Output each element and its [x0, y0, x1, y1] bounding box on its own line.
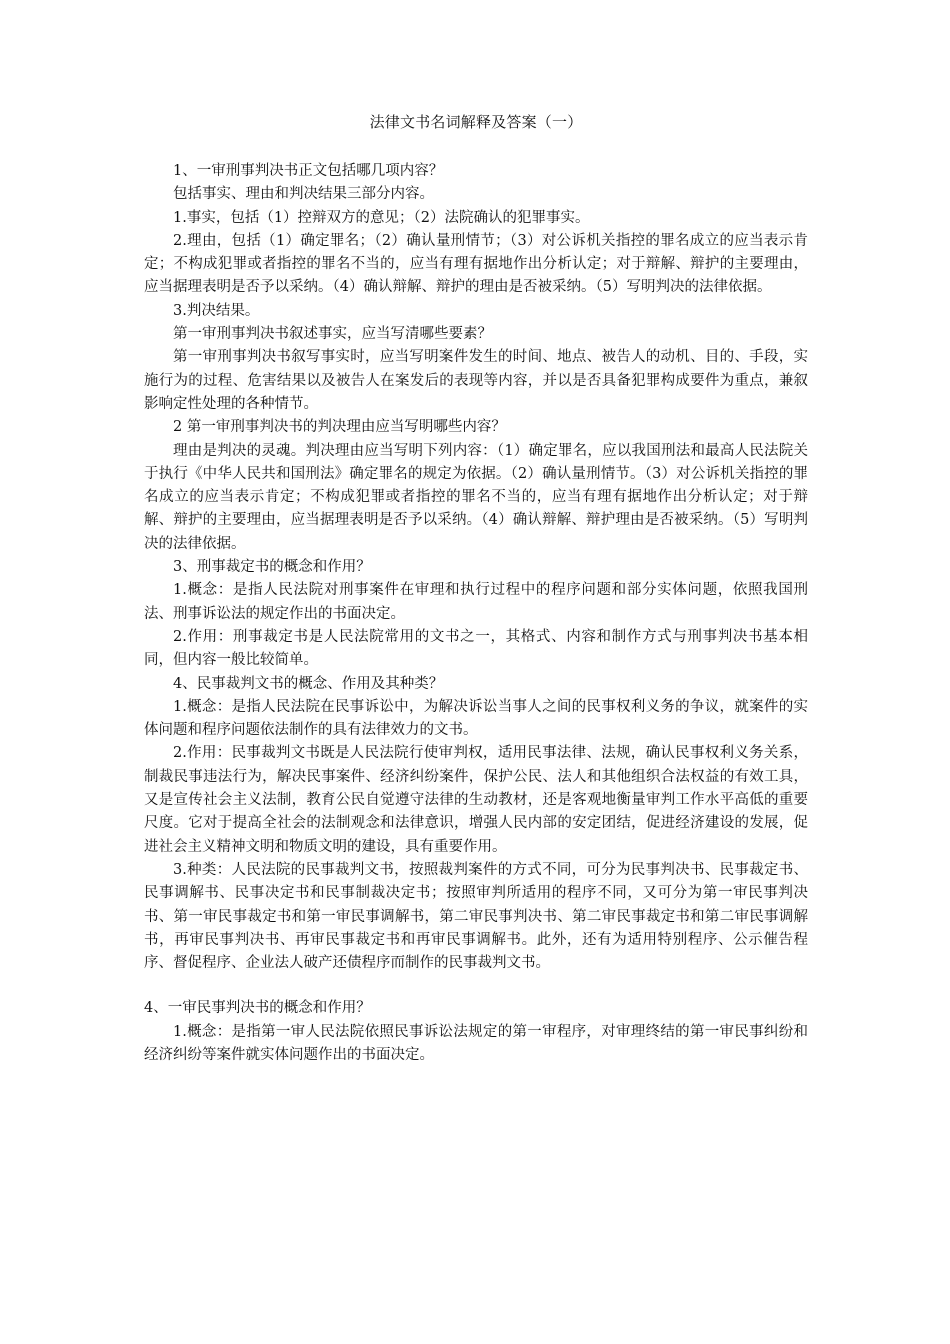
answer-paragraph: 2.作用：民事裁判文书既是人民法院行使审判权，适用民事法律、法规，确认民事权利义务关系，制裁民事违法行为，解决民事案件、经济纠纷案件，保护公民、法人和其他组织合法权益的有效工具，又是宣传社会主义法制，教育公民自觉遵守法律的生动教材，还是客观地衡量审判工作水平高低的重要尺度。它对于提高全社会的法制观念和法律意识，增强人民内部的安定团结，促进经济建设的发展，促进社会主义精神文明和物质文明的建设，具有重要作用。	[144, 745, 808, 855]
answer-paragraph: 1.概念：是指第一审人民法院依照民事诉讼法规定的第一审程序，对审理终结的第一审民事纠纷和经济纠纷等案件就实体问题作出的书面决定。	[144, 1023, 808, 1063]
answer-paragraph: 3.种类：人民法院的民事裁判文书，按照裁判案件的方式不同，可分为民事判决书、民事裁定书、民事调解书、民事决定书和民事制裁决定书；按照审判所适用的程序不同，又可分为第一审民事判决书、第一审民事裁定书和第一审民事调解书，第二审民事判决书、第二审民事裁定书和第二审民事调解书，再审民事判决书、再审民事裁定书和再审民事调解书。此外，还有为适用特别程序、公示催告程序、督促程序、企业法人破产还债程序而制作的民事裁判文书。	[144, 861, 808, 972]
question-4b: 4、一审民事判决书的概念和作用？	[144, 1000, 371, 1017]
question-facts: 第一审刑事判决书叙述事实，应当写清哪些要素？	[173, 326, 492, 343]
question-1: 1、一审刑事判决书正文包括哪几项内容？	[173, 163, 444, 179]
answer-paragraph: 2.理由，包括（1）确定罪名；（2）确认量刑情节；（3）对公诉机关指控的罪名成立的应当表示肯定；不构成犯罪或者指控的罪名不当的，应当有理有据地作出分析认定；对于辩解、辩护的主要理由，应当据理表明是否予以采纳。（4）确认辩解、辩护的理由是否被采纳。（5）写明判决的法律依据。	[144, 232, 808, 296]
answer-paragraph: 理由是判决的灵魂。判决理由应当写明下列内容：（1）确定罪名，应以我国刑法和最高人民法院关于执行《中华人民共和国刑法》确定罪名的规定为依据。（2）确认量刑情节。（3）对公诉机关指控的罪名成立的应当表示肯定；不构成犯罪或者指控的罪名不当的，应当有理有据地作出分析认定；对于辩解、辩护的主要理由，应当据理表明是否予以采纳。（4）确认辩解、辩护理由是否被采纳。（5）写明判决的法律依据。	[144, 442, 808, 552]
question-2: 2 第一审刑事判决书的判决理由应当写明哪些内容？	[173, 419, 506, 436]
answer-paragraph: 2.作用：刑事裁定书是人民法院常用的文书之一，其格式、内容和制作方式与刑事判决书基本相同，但内容一般比较简单。	[144, 628, 808, 669]
answer-paragraph: 1.概念：是指人民法院对刑事案件在审理和执行过程中的程序问题和部分实体问题，依照我国刑法、刑事诉讼法的规定作出的书面决定。	[144, 582, 808, 622]
question-3: 3、刑事裁定书的概念和作用？	[173, 559, 371, 576]
paragraph-gap	[144, 975, 808, 997]
answer-paragraph: 包括事实、理由和判决结果三部分内容。	[173, 186, 434, 203]
question-4: 4、民事裁判文书的概念、作用及其种类？	[173, 675, 444, 692]
answer-paragraph: 1.概念：是指人民法院在民事诉讼中，为解决诉讼当事人之间的民事权利义务的争议，就案件的实体问题和程序问题依法制作的具有法律效力的文书。	[144, 698, 808, 739]
document-page	[144, 112, 808, 1067]
document-title: 法律文书名词解释及答案（一）	[369, 113, 583, 131]
answer-paragraph: 1.事实，包括（1）控辩双方的意见；（2）法院确认的犯罪事实。	[173, 209, 590, 226]
answer-paragraph: 3.判决结果。	[173, 302, 260, 319]
answer-paragraph: 第一审刑事判决书叙写事实时，应当写明案件发生的时间、地点、被告人的动机、目的、手段，实施行为的过程、危害结果以及被告人在案发后的表现等内容，并以是否具备犯罪构成要件为重点，兼叙影响定性处理的各种情节。	[144, 349, 808, 412]
